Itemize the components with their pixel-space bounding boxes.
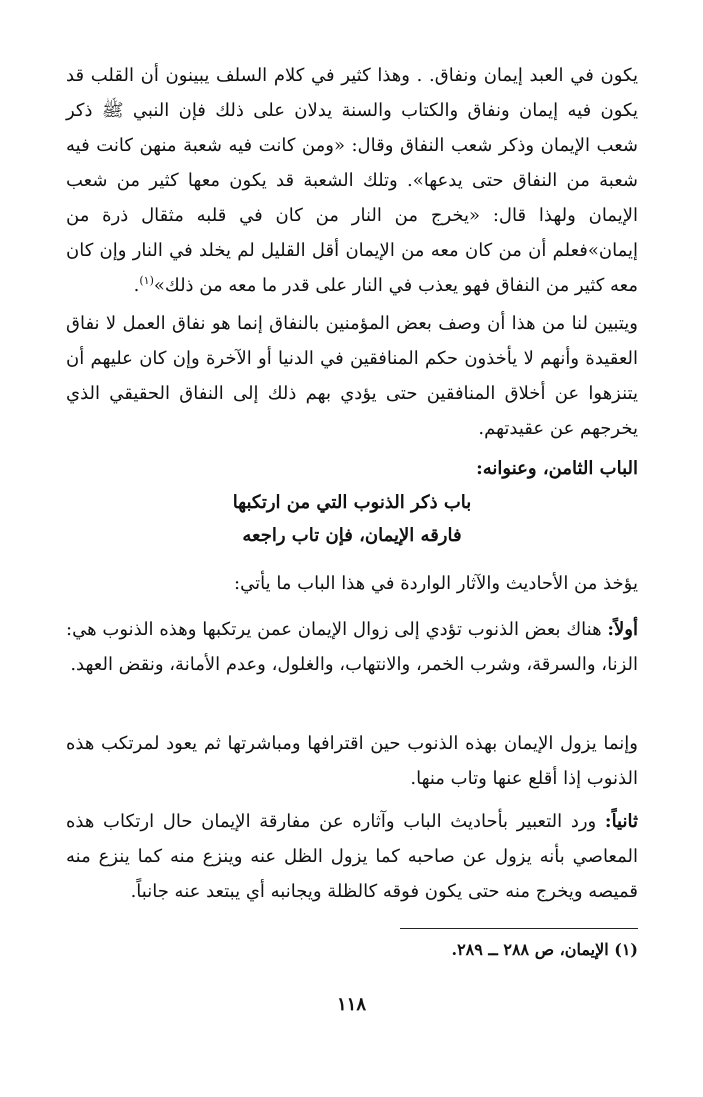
paragraph-hypocrisy-in-heart (66, 58, 638, 303)
chapter-title-line-2: فارقه الإيمان، فإن تاب راجعه (242, 525, 462, 546)
point-first (66, 612, 638, 717)
point-second-text: ورد التعبير بأحاديث الباب وآثاره عن مفارقة الإيمان حال ارتكاب هذه المعاصي بأنه يزول عن صاحبه كما يزول الظل عنه وينزع منه كما ينزع منه قميصه ويخرج منه حتى يكون فوقه كالظلة ويجانبه أي يبتعد عنه جانباً. (66, 811, 638, 902)
point-second (66, 804, 638, 909)
paragraph-end-mark: . (133, 275, 140, 296)
chapter-title-line-1: باب ذكر الذنوب التي من ارتكبها (232, 492, 472, 513)
paragraph-intro: يؤخذ من الأحاديث والآثار الواردة في هذا الباب ما يأتي: (234, 573, 638, 594)
point-first-text: هناك بعض الذنوب تؤدي إلى زوال الإيمان عمن يرتكبها وهذه الذنوب هي: الزنا، والسرقة، وشرب الخمر، والانتهاب، والغلول، وعدم الأمانة، ونقض العهد. (66, 619, 638, 675)
footnote: (١) الإيمان، ص ٢٨٨ ــ ٢٨٩. (451, 940, 638, 959)
footnote-marker: (١) (139, 274, 154, 287)
paragraph-faith-returns: وإنما يزول الإيمان بهذه الذنوب حين اقترافها ومباشرتها ثم يعود لمرتكب هذه الذنوب إذا أقلع عنها وتاب منها. (66, 733, 638, 789)
chapter-label: الباب الثامن، وعنوانه: (476, 458, 638, 479)
point-first-label: أولاً: (607, 619, 638, 640)
footnote-divider (400, 928, 638, 929)
page-number: ١١٨ (336, 994, 366, 1015)
paragraph-hypocrisy-of-deeds: ويتبين لنا من هذا أن وصف بعض المؤمنين بالنفاق إنما هو نفاق العمل لا نفاق العقيدة وأنهم لا يأخذون حكم المنافقين في الدنيا أو الآخرة وإن كان عليهم أن يتنزهوا عن أخلاق المنافقين حتى يؤدي بهم ذلك إلى النفاق الحقيقي الذي يخرجهم عن عقيدتهم. (66, 313, 638, 439)
point-second-label: ثانياً: (604, 811, 638, 832)
paragraph-text: يكون في العبد إيمان ونفاق. . وهذا كثير في كلام السلف يبينون أن القلب قد يكون فيه إيمان ونفاق والكتاب والسنة يدلان على ذلك فإن النبي ﷺ ذكر شعب الإيمان وذكر شعب النفاق وقال: «ومن كانت فيه شعبة منهن كانت فيه شعبة من النفاق حتى يدعها». وتلك الشعبة قد يكون معها كثير من شعب الإيمان ولهذا قال: «يخرج من النار من كان في قلبه مثقال ذرة من إيمان»فعلم أن من كان معه من الإيمان أقل القليل لم يخلد في النار وإن كان معه كثير من النفاق فهو يعذب في النار على قدر ما معه من ذلك» (66, 65, 638, 296)
